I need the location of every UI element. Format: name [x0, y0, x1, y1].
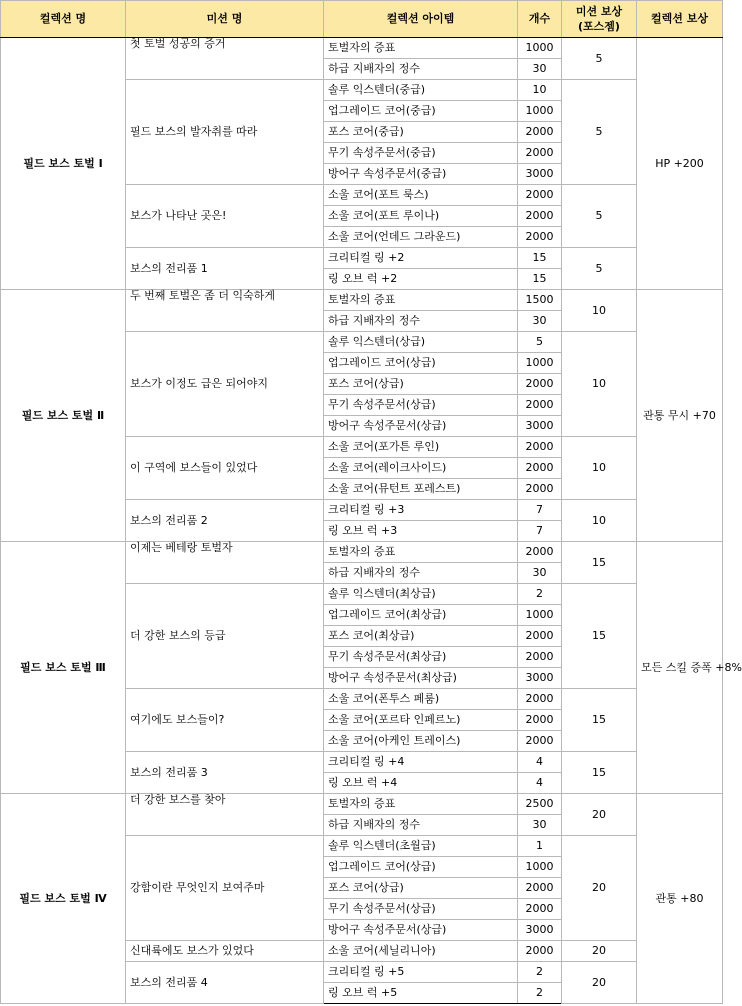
collection-item-cell: 소울 코어(포가튼 루인) [324, 437, 518, 458]
item-count-cell: 2 [518, 584, 562, 605]
item-count-cell: 2000 [518, 647, 562, 668]
header-collection-reward: 컬렉션 보상 [637, 1, 723, 38]
mission-reward-cell: 15 [562, 584, 637, 689]
mission-reward-cell: 15 [562, 542, 637, 584]
mission-name-cell: 이제는 베테랑 토벌자 [126, 542, 324, 584]
mission-reward-cell: 20 [562, 962, 637, 1004]
item-count-cell: 15 [518, 269, 562, 290]
mission-name-cell: 보스의 전리품 3 [126, 752, 324, 794]
collection-item-cell: 소울 코어(포르타 인페르노) [324, 710, 518, 731]
header-count: 개수 [518, 1, 562, 38]
collection-item-cell: 소울 코어(아케인 트레이스) [324, 731, 518, 752]
collection-item-cell: 토벌자의 증표 [324, 794, 518, 815]
mission-reward-cell: 10 [562, 332, 637, 437]
item-count-cell: 3000 [518, 164, 562, 185]
item-count-cell: 2500 [518, 794, 562, 815]
item-count-cell: 5 [518, 332, 562, 353]
mission-name-cell: 필드 보스의 발자취를 따라 [126, 80, 324, 185]
mission-reward-cell: 10 [562, 500, 637, 542]
table-row [1, 794, 723, 815]
item-count-cell: 2000 [518, 626, 562, 647]
collection-item-cell: 하급 지배자의 정수 [324, 563, 518, 584]
collection-item-cell: 소울 코어(레이크사이드) [324, 458, 518, 479]
mission-reward-cell: 20 [562, 941, 637, 962]
header-mission-name: 미션 명 [126, 1, 324, 38]
item-count-cell: 2000 [518, 479, 562, 500]
item-count-cell: 7 [518, 521, 562, 542]
mission-name-cell: 첫 토벌 성공의 증거 [126, 38, 324, 80]
collection-item-cell: 솔루 익스텐더(초월급) [324, 836, 518, 857]
mission-name-cell: 이 구역에 보스들이 있었다 [126, 437, 324, 500]
collection-item-cell: 토벌자의 증표 [324, 542, 518, 563]
header-mission-reward [562, 1, 637, 38]
collection-item-cell: 포스 코어(중급) [324, 122, 518, 143]
mission-reward-cell: 5 [562, 185, 637, 248]
collection-item-cell: 솔루 익스텐더(상급) [324, 332, 518, 353]
item-count-cell: 3000 [518, 668, 562, 689]
collection-item-cell: 업그레이드 코어(최상급) [324, 605, 518, 626]
collection-item-cell: 하급 지배자의 정수 [324, 59, 518, 80]
collection-item-cell: 무기 속성주문서(중급) [324, 143, 518, 164]
collection-item-cell: 솔루 익스텐더(최상급) [324, 584, 518, 605]
item-count-cell: 1000 [518, 857, 562, 878]
collection-item-cell: 방어구 속성주문서(중급) [324, 164, 518, 185]
item-count-cell: 30 [518, 311, 562, 332]
item-count-cell: 2000 [518, 941, 562, 962]
mission-reward-cell: 5 [562, 248, 637, 290]
mission-reward-cell: 10 [562, 290, 637, 332]
item-count-cell: 4 [518, 752, 562, 773]
item-count-cell: 2000 [518, 878, 562, 899]
collection-item-cell: 포스 코어(최상급) [324, 626, 518, 647]
item-count-cell: 1000 [518, 605, 562, 626]
collection-item-cell: 포스 코어(상급) [324, 374, 518, 395]
collection-item-cell: 솔루 익스텐더(중급) [324, 80, 518, 101]
collection-reward-cell: HP +200 [637, 38, 723, 290]
collection-item-cell: 업그레이드 코어(상급) [324, 353, 518, 374]
collection-item-cell: 업그레이드 코어(중급) [324, 101, 518, 122]
item-count-cell: 2000 [518, 185, 562, 206]
mission-name-cell: 보스의 전리품 4 [126, 962, 324, 1004]
item-count-cell: 2000 [518, 206, 562, 227]
item-count-cell: 3000 [518, 416, 562, 437]
item-count-cell: 2000 [518, 899, 562, 920]
collection-reward-cell: 관통 무시 +70 [637, 290, 723, 542]
mission-name-cell: 더 강한 보스를 찾아 [126, 794, 324, 836]
mission-name-cell: 보스의 전리품 1 [126, 248, 324, 290]
item-count-cell: 1000 [518, 353, 562, 374]
collection-name-cell: 필드 보스 토벌 Ⅱ [1, 290, 126, 542]
collection-item-cell: 무기 속성주문서(상급) [324, 899, 518, 920]
header-mission-reward-line1: 미션 보상 [575, 5, 623, 18]
collection-item-cell: 소울 코어(세닐리니아) [324, 941, 518, 962]
mission-reward-cell: 10 [562, 437, 637, 500]
mission-name-cell: 보스의 전리품 2 [126, 500, 324, 542]
collection-item-cell: 무기 속성주문서(최상급) [324, 647, 518, 668]
item-count-cell: 15 [518, 248, 562, 269]
collection-item-cell: 토벌자의 증표 [324, 290, 518, 311]
collection-item-cell: 크리티컬 링 +2 [324, 248, 518, 269]
collection-item-cell: 링 오브 럭 +2 [324, 269, 518, 290]
collection-item-cell: 크리티컬 링 +3 [324, 500, 518, 521]
collection-name-cell: 필드 보스 토벌 Ⅲ [1, 542, 126, 794]
mission-reward-cell: 15 [562, 752, 637, 794]
item-count-cell: 2 [518, 983, 562, 1004]
collection-name-cell: 필드 보스 토벌 Ⅰ [1, 38, 126, 290]
mission-name-cell: 두 번째 토벌은 좀 더 익숙하게 [126, 290, 324, 332]
item-count-cell: 2000 [518, 710, 562, 731]
collection-item-cell: 크리티컬 링 +4 [324, 752, 518, 773]
item-count-cell: 2000 [518, 689, 562, 710]
item-count-cell: 2000 [518, 143, 562, 164]
item-count-cell: 4 [518, 773, 562, 794]
item-count-cell: 2000 [518, 731, 562, 752]
item-count-cell: 2000 [518, 437, 562, 458]
collection-name-cell: 필드 보스 토벌 Ⅳ [1, 794, 126, 1004]
collection-item-cell: 링 오브 럭 +5 [324, 983, 518, 1004]
mission-name-cell: 더 강한 보스의 등급 [126, 584, 324, 689]
header-collection-name: 컬렉션 명 [1, 1, 126, 38]
item-count-cell: 2000 [518, 122, 562, 143]
item-count-cell: 30 [518, 59, 562, 80]
collection-reward-cell: 관통 +80 [637, 794, 723, 1004]
collection-reward-cell: 모든 스킬 증폭 +8% [637, 542, 723, 794]
item-count-cell: 10 [518, 80, 562, 101]
item-count-cell: 30 [518, 563, 562, 584]
collection-item-cell: 소울 코어(뮤턴트 포레스트) [324, 479, 518, 500]
collection-item-cell: 소울 코어(폰투스 페룸) [324, 689, 518, 710]
mission-reward-cell: 20 [562, 836, 637, 941]
table-body [1, 37, 742, 1004]
mission-name-cell: 여기에도 보스들이? [126, 689, 324, 752]
header-row [1, 1, 723, 38]
mission-reward-cell: 5 [562, 80, 637, 185]
item-count-cell: 1500 [518, 290, 562, 311]
collection-item-cell: 방어구 속성주문서(상급) [324, 920, 518, 941]
mission-reward-cell: 20 [562, 794, 637, 836]
item-count-cell: 2000 [518, 227, 562, 248]
collection-item-cell: 하급 지배자의 정수 [324, 311, 518, 332]
mission-name-cell: 보스가 나타난 곳은! [126, 185, 324, 248]
mission-name-cell: 강함이란 무엇인지 보여주마 [126, 836, 324, 941]
collection-item-cell: 소울 코어(언데드 그라운드) [324, 227, 518, 248]
collection-item-cell: 크리티컬 링 +5 [324, 962, 518, 983]
table-row [1, 290, 723, 311]
item-count-cell: 2000 [518, 542, 562, 563]
collection-item-cell: 업그레이드 코어(상급) [324, 857, 518, 878]
item-count-cell: 1000 [518, 101, 562, 122]
collection-item-cell: 소울 코어(포트 룩스) [324, 185, 518, 206]
item-count-cell: 7 [518, 500, 562, 521]
item-count-cell: 2000 [518, 458, 562, 479]
item-count-cell: 30 [518, 815, 562, 836]
item-count-cell: 1 [518, 836, 562, 857]
collection-item-cell: 소울 코어(포트 루이나) [324, 206, 518, 227]
item-count-cell: 2 [518, 962, 562, 983]
mission-reward-cell: 5 [562, 38, 637, 80]
collection-item-cell: 링 오브 럭 +3 [324, 521, 518, 542]
item-count-cell: 3000 [518, 920, 562, 941]
header-mission-reward-line2: (포스젬) [578, 20, 620, 33]
table-row [1, 38, 723, 59]
collection-item-cell: 포스 코어(상급) [324, 878, 518, 899]
item-count-cell: 1000 [518, 38, 562, 59]
item-count-cell: 2000 [518, 374, 562, 395]
mission-name-cell: 보스가 이정도 급은 되어야지 [126, 332, 324, 437]
collection-item-cell: 방어구 속성주문서(최상급) [324, 668, 518, 689]
header-collection-item: 컬렉션 아이템 [324, 1, 518, 38]
mission-name-cell: 신대륙에도 보스가 있었다 [126, 941, 324, 962]
collection-item-cell: 하급 지배자의 정수 [324, 815, 518, 836]
mission-reward-cell: 15 [562, 689, 637, 752]
table-row [1, 542, 723, 563]
collection-item-cell: 링 오브 럭 +4 [324, 773, 518, 794]
collection-item-cell: 무기 속성주문서(상급) [324, 395, 518, 416]
collection-item-cell: 방어구 속성주문서(상급) [324, 416, 518, 437]
collection-item-cell: 토벌자의 증표 [324, 38, 518, 59]
item-count-cell: 2000 [518, 395, 562, 416]
